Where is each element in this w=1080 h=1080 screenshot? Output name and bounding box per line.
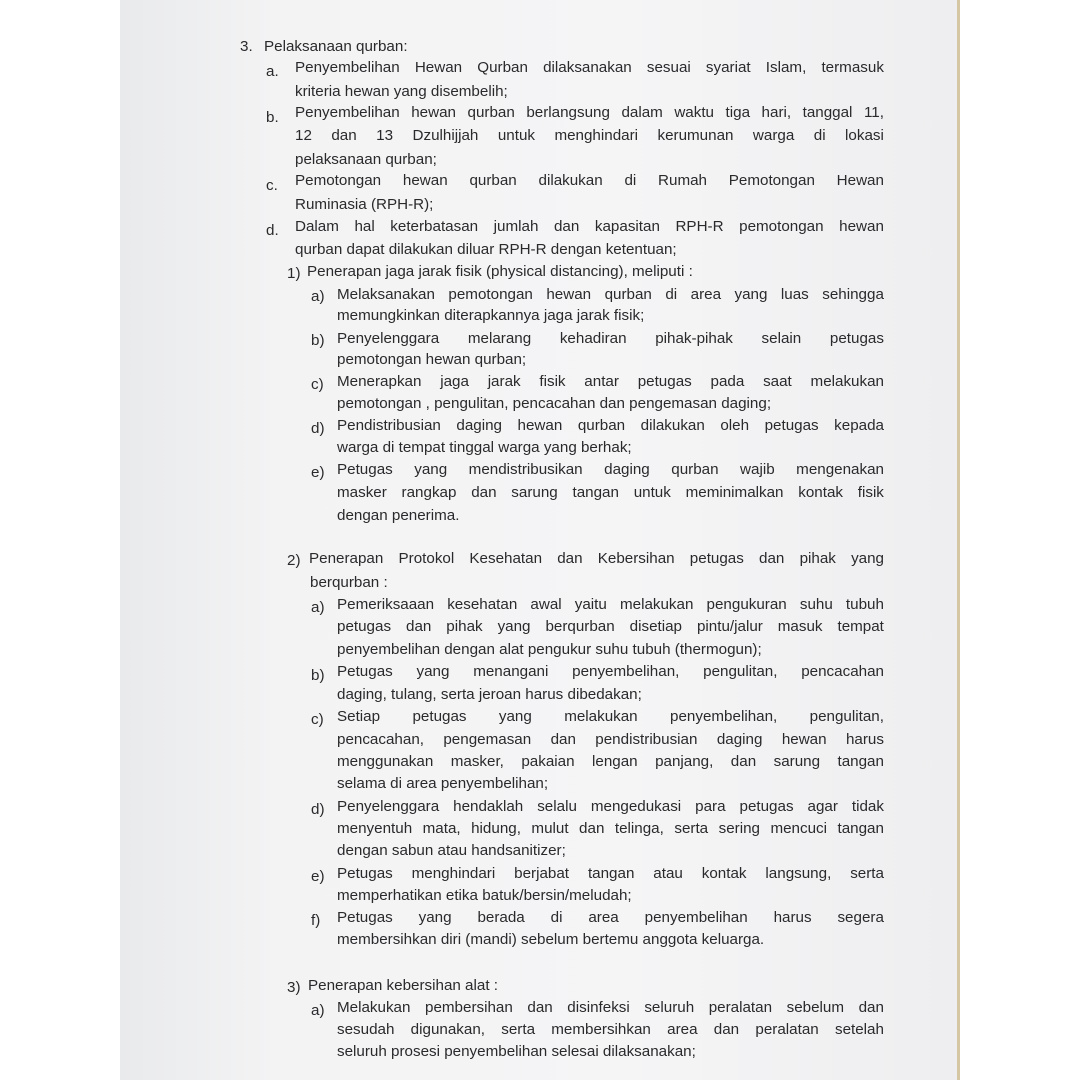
word: menghindari [554,127,639,144]
word: sarung [773,753,821,770]
word: qurban [577,417,626,434]
word: petugas [412,708,467,725]
s1-e-line2 [337,483,884,503]
word: Penerapan [309,550,384,567]
s1-a-line1 [337,285,884,305]
word: mencuci [770,820,828,837]
word: petugas [739,798,794,815]
s2-d-line3: dengan sabun atau handsanitizer; [337,842,566,859]
word: kerumunan [657,127,734,144]
word: disetiap [629,618,683,635]
word: Kesehatan [469,550,543,567]
word: pemotongan [448,286,533,303]
s2-a-line2 [337,617,884,637]
word: dan [331,127,357,144]
word: masuk [777,618,823,635]
word: di [550,909,563,926]
word: Setiap [337,708,381,725]
word: atau [653,865,683,882]
s1-c-marker: c) [311,376,324,393]
s1-a-marker: a) [311,288,325,305]
word: Protokol [398,550,455,567]
word: mendistribusikan [468,461,583,478]
word: tubuh [845,596,884,613]
word: Rumah [658,172,707,189]
word: petugas [829,330,884,347]
word: pendistribusian [595,731,698,748]
word: yang [734,286,768,303]
word: pencacahan [801,663,884,680]
word: 12 [295,127,312,144]
word: harus [773,909,812,926]
paper-edge [957,0,960,1080]
word: Penyelenggara [337,798,440,815]
word: petugas [337,618,392,635]
word: pada [710,373,745,390]
word: jumlah [493,218,539,235]
word: menghindari [411,865,496,882]
word: sesudah [337,1021,395,1038]
word: seluruh [644,999,695,1016]
word: mulut [531,820,569,837]
s1-e-line3: dengan penerima. [337,507,460,524]
s1-b-marker: b) [311,332,325,349]
section3-marker: 3) [287,979,301,996]
word: dilakukan [640,417,705,434]
word: dan [527,999,553,1016]
section3-title: Penerapan kebersihan alat : [308,977,498,994]
item-b-marker: b. [266,109,279,126]
section2-marker: 2) [287,552,301,569]
word: dilakukan [538,172,603,189]
word: dan [858,999,884,1016]
word: sebelum [786,999,845,1016]
word: Penyelenggara [337,330,440,347]
word: hewan [517,417,563,434]
word: suhu [799,596,833,613]
section1-marker: 1) [287,265,301,282]
word: melakukan [810,373,884,390]
word: tangan [572,484,619,501]
word: Pemeriksaaan [337,596,435,613]
word: pemotongan [739,218,824,235]
word: hewan [411,104,456,121]
word: Pendistribusian [337,417,441,434]
word: area [690,286,722,303]
word: meminimalkan [685,484,784,501]
word: pengukuran [706,596,787,613]
word: serta [674,820,709,837]
word: hewan [402,172,448,189]
word: peralatan [708,999,773,1016]
s1-d-line2: warga di tempat tinggal warga yang berhak; [337,439,632,456]
word: kepada [834,417,884,434]
word: penyembelihan, [670,708,778,725]
word: tempat [837,618,884,635]
word: jaga [440,373,469,390]
word: dan [406,618,432,635]
word: jarak [487,373,521,390]
word: sarung [511,484,558,501]
word: pengulitan, [703,663,778,680]
word: 13 [376,127,394,144]
s2-e-line1 [337,864,884,884]
word: Hewan [414,59,463,76]
word: keterbatasan [390,218,479,235]
heading-number: 3. [240,38,253,55]
word: agar [807,798,838,815]
word: pembersihan [425,999,513,1016]
word: qurban [604,286,652,303]
word: Petugas [337,909,393,926]
word: qurban [469,172,517,189]
item-d-line1 [295,217,884,237]
word: yang [416,663,450,680]
heading-title: Pelaksanaan qurban: [264,38,408,55]
word: yang [498,708,532,725]
s2-d-marker: d) [311,801,325,818]
word: warga [752,127,795,144]
word: dan [553,218,580,235]
word: awal [530,596,562,613]
word: yang [851,550,884,567]
word: masker [337,484,387,501]
item-a-line1 [295,58,884,78]
word: pihak [446,618,483,635]
item-c-line1 [295,171,884,191]
word: dan [550,731,576,748]
s3-a-line3: seluruh prosesi penyembelihan selesai dilaksanakan; [337,1043,696,1060]
word: Menerapkan [337,373,422,390]
word: petugas [637,373,692,390]
word: lengan [592,753,638,770]
word: dan [557,550,583,567]
word: untuk [497,127,535,144]
word: peralatan [755,1021,819,1038]
word: tangan [837,820,884,837]
word: selalu [537,798,577,815]
word: RPH-R [675,218,724,235]
s2-f-line1 [337,908,884,928]
s1-b-line1 [337,329,884,349]
word: antar [584,373,619,390]
word: hari, [761,104,792,121]
word: hal [354,218,375,235]
section1-title: Penerapan jaga jarak fisik (physical distancing), meliputi : [307,263,693,280]
word: petugas [689,550,744,567]
word: Dalam [295,218,339,235]
word: berlangsung [526,104,610,121]
word: hendaklah [453,798,524,815]
word: melakukan [619,596,694,613]
word: kontak [798,484,843,501]
word: kapasitan [594,218,660,235]
word: telinga, [614,820,664,837]
word: yang [497,618,531,635]
word: disinfeksi [567,999,630,1016]
s2-c-line1 [337,707,884,727]
word: lokasi [845,127,884,144]
word: Penyembelihan [295,59,400,76]
word: dan [713,1021,740,1038]
word: dan [579,820,605,837]
word: penyembelihan [644,909,748,926]
word: yaitu [574,596,607,613]
word: fisik [539,373,566,390]
word: area [588,909,619,926]
word: dilaksanakan [543,59,632,76]
word: Qurban [477,59,528,76]
section2-title-line2: berqurban : [310,574,388,591]
s2-e-line2: memperhatikan etika batuk/bersin/meludah; [337,887,632,904]
word: hewan [839,218,884,235]
word: qurban [467,104,515,121]
word: panjang, [655,753,714,770]
word: tangan [837,753,884,770]
word: fisik [857,484,884,501]
word: qurban [671,461,719,478]
word: pengemasan [443,731,532,748]
word: Pemotongan [728,172,815,189]
word: setelah [834,1021,884,1038]
s2-a-marker: a) [311,599,325,616]
word: wajib [740,461,775,478]
word: Melaksanakan [337,286,435,303]
s1-c-line2: pemotongan , pengulitan, pencacahan dan pengemasan daging; [337,395,772,412]
word: hewan [546,286,592,303]
word: rangkap [401,484,457,501]
item-a-line2: kriteria hewan yang disembelih; [295,83,508,100]
word: di [665,286,678,303]
word: selain [761,330,802,347]
s1-d-marker: d) [311,420,325,437]
word: daging [456,417,502,434]
word: oleh [720,417,750,434]
word: Islam, [765,59,807,76]
word: kesehatan [447,596,518,613]
item-d-line2: qurban dapat dilakukan diluar RPH-R dengan ketentuan; [295,241,677,258]
word: dalam [621,104,663,121]
word: luas [780,286,809,303]
word: para [695,798,726,815]
word: tiga [725,104,751,121]
s2-b-marker: b) [311,667,325,684]
word: pintu/jalur [696,618,763,635]
s2-d-line1 [337,797,884,817]
s1-b-line2: pemotongan hewan qurban; [337,351,527,368]
s2-b-line2: daging, tulang, serta jeroan harus dibedakan; [337,686,642,703]
item-d-marker: d. [266,222,279,239]
word: pencacahan, [337,731,424,748]
word: tanggal [802,104,853,121]
word: sesuai [646,59,691,76]
s2-e-marker: e) [311,868,325,885]
word: Petugas [337,461,393,478]
word: pengulitan, [809,708,884,725]
item-b-line1 [295,103,884,123]
word: hewan [781,731,827,748]
item-a-marker: a. [266,63,279,80]
word: mata, [422,820,461,837]
word: pihak [799,550,836,567]
s2-c-line4: selama di area penyembelihan; [337,775,549,792]
word: area [667,1021,698,1038]
word: berada [477,909,525,926]
s2-f-marker: f) [311,912,321,929]
word: 11, [863,104,884,121]
s2-a-line3: penyembelihan dengan alat pengukur suhu tubuh (thermogun); [337,641,762,658]
word: menggunakan [337,753,434,770]
word: penyembelihan, [572,663,680,680]
word: tidak [851,798,884,815]
word: mengenakan [796,461,884,478]
word: Petugas [337,663,393,680]
word: Melakukan [337,999,411,1016]
word: menyentuh [337,820,413,837]
word: di [624,172,637,189]
item-b-line3: pelaksanaan qurban; [295,151,437,168]
word: dan [471,484,497,501]
s1-a-line2: memungkinkan diterapkannya jaga jarak fisik; [337,307,645,324]
s2-c-line3 [337,752,884,772]
word: dan [759,550,785,567]
word: kontak [701,865,747,882]
s2-b-line1 [337,662,884,682]
word: Penyembelihan [295,104,400,121]
word: masker, [450,753,504,770]
word: syariat [705,59,751,76]
word: berqurban [545,618,615,635]
word: waktu [674,104,715,121]
item-c-marker: c. [266,177,278,194]
s1-c-line1 [337,372,884,392]
word: berjabat [514,865,570,882]
word: yang [418,909,452,926]
s1-d-line1 [337,416,884,436]
word: daging [604,461,650,478]
s2-a-line1 [337,595,884,615]
word: tangan [587,865,635,882]
s3-a-line1 [337,998,884,1018]
word: Hewan [836,172,884,189]
item-c-line2: Ruminasia (RPH-R); [295,196,434,213]
word: melakukan [564,708,638,725]
word: di [813,127,826,144]
word: serta [501,1021,536,1038]
word: pihak-pihak [655,330,733,347]
word: saat [763,373,792,390]
word: mengedukasi [590,798,682,815]
word: melarang [467,330,532,347]
s3-a-marker: a) [311,1002,325,1019]
word: daging [716,731,763,748]
word: termasuk [821,59,884,76]
s2-d-line2 [337,819,884,839]
word: serta [850,865,884,882]
word: segera [837,909,884,926]
item-b-line2 [295,126,884,146]
word: pakaian [521,753,575,770]
s2-f-line2: membersihkan diri (mandi) sebelum bertemu anggota keluarga. [337,931,765,948]
s2-c-line2 [337,730,884,750]
word: langsung, [765,865,832,882]
word: hidung, [471,820,521,837]
word: petugas [764,417,819,434]
word: kehadiran [559,330,627,347]
word: membersihkan [551,1021,651,1038]
word: sering [718,820,760,837]
word: Pemotongan [295,172,382,189]
s3-a-line2 [337,1020,884,1040]
word: sehingga [822,286,884,303]
s2-c-marker: c) [311,711,324,728]
word: Dzulhijjah [412,127,479,144]
word: Kebersihan [597,550,675,567]
word: dan [730,753,757,770]
word: digunakan, [410,1021,485,1038]
word: harus [845,731,884,748]
word: menangani [473,663,549,680]
word: yang [414,461,448,478]
s1-e-line1 [337,460,884,480]
word: Petugas [337,865,393,882]
s1-e-marker: e) [311,464,325,481]
word: untuk [633,484,671,501]
section2-title-line1 [309,549,884,569]
